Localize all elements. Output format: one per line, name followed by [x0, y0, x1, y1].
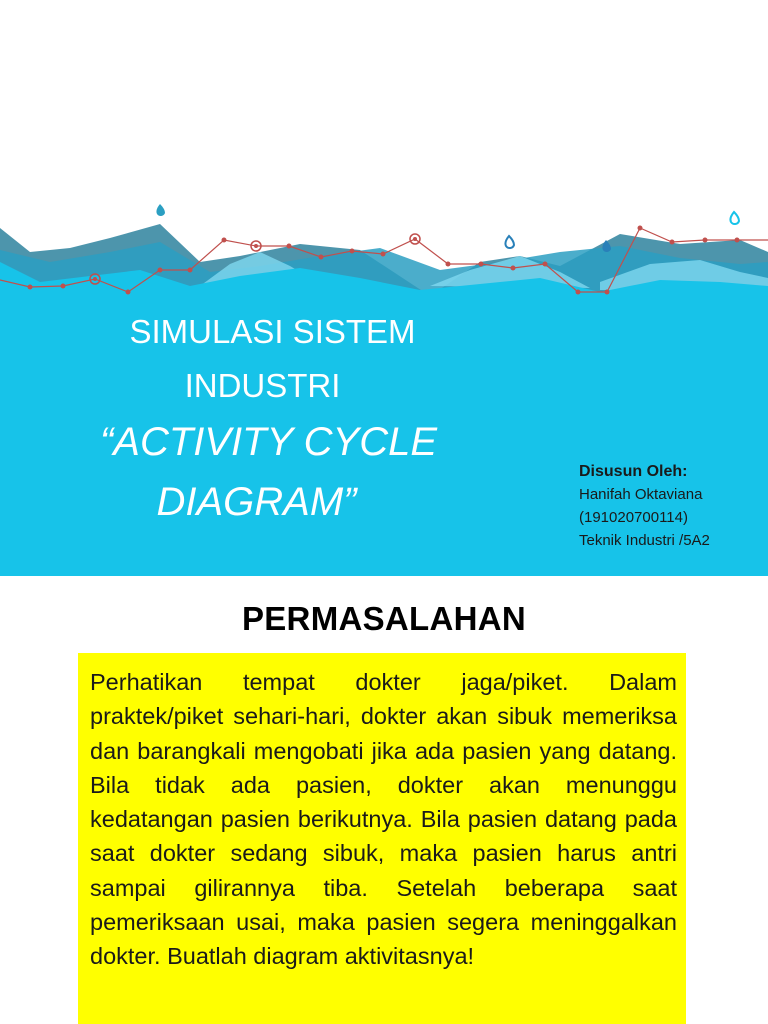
- title-line-3: “ACTIVITY CYCLE: [99, 420, 438, 464]
- problem-heading: PERMASALAHAN: [241, 600, 527, 637]
- author-heading: Disusun Oleh:: [579, 463, 688, 480]
- title-line-4: DIAGRAM”: [156, 480, 357, 524]
- author-class: Teknik Industri /5A2: [579, 532, 710, 549]
- problem-slide: [0, 576, 768, 1024]
- author-id: (191020700114): [579, 509, 688, 526]
- title-line-1: SIMULASI SISTEM: [129, 313, 416, 350]
- author-block: [579, 460, 710, 552]
- problem-text-box: [78, 653, 686, 1024]
- problem-body: Perhatikan tempat dokter jaga/piket. Dalam praktek/piket sehari-hari, dokter akan sibuk memeriksa dan barangkali mengobati jika ada pasien yang datang. Bila tidak ada pasien, dokter akan menunggu kedatangan pasien berikutnya. Bila pasien datang pada saat dokter sedang sibuk, maka pasien harus antri sampai gilirannya tiba. Setelah beberapa saat pemeriksaan usai, maka pasien segera meninggalkan dokter. Buatlah diagram aktivitasnya!: [90, 669, 677, 970]
- title-line-2: INDUSTRI: [184, 367, 341, 404]
- author-name: Hanifah Oktaviana: [579, 486, 703, 503]
